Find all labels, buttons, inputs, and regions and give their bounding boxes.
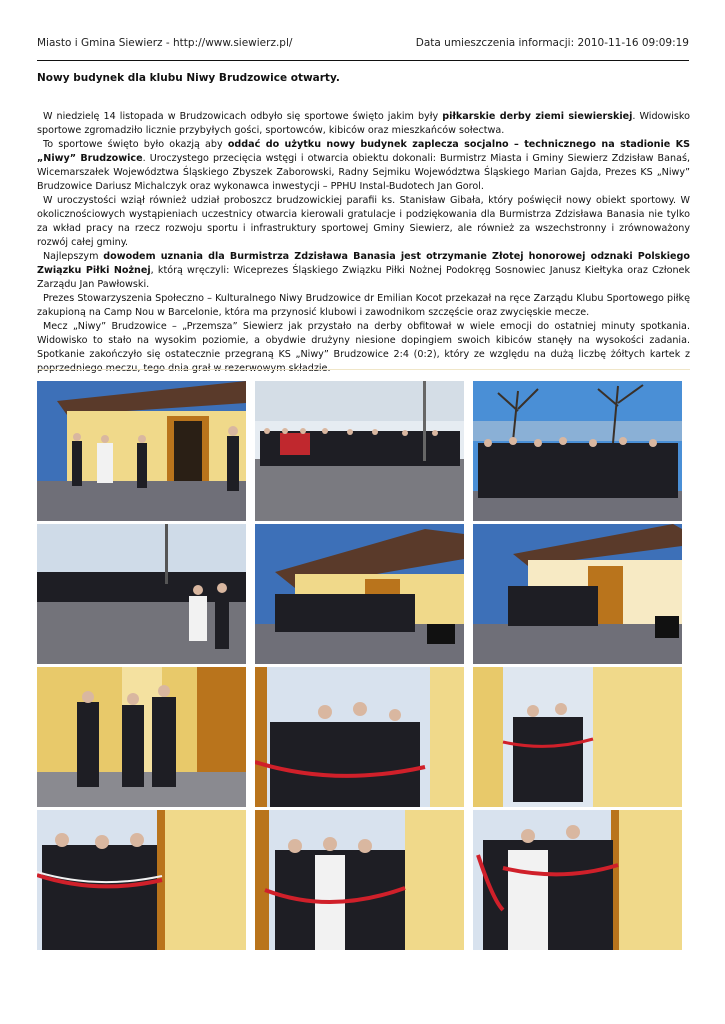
photo-ribbon-priest[interactable] [255, 810, 464, 950]
paragraph-6: Mecz „Niwy” Brudzowice – „Przemsza” Siewierz jak przystało na derby obfitował w wiele emocji do ostatniej minuty spotkania. Widowisko to stało na wysokim poziomie, a obydwie drużyny niesione dopingiem swoich kibiców stanęły na wysokości zadania. Spotkanie zakończyło się ostatecznie przegraną KS „Niwy” Brudzowice 2:4 (0:2), który ze względu na dużą liczbę żółtych kartek z poprzedniego meczu, tego dnia grał w rezerwowym składzie. [37, 321, 690, 374]
photo-building-entrance[interactable] [37, 381, 246, 521]
photo-ribbon-cutting-2[interactable] [473, 667, 682, 807]
paragraph-1: W niedzielę 14 listopada w Brudzowicach odbyło się sportowe święto jakim były piłkarskie derby ziemi siewierskiej. Widowisko sportowe zgromadziło licznie przybyłych gości, sportowców, kibiców oraz mieszkańców sołectwa. [37, 111, 691, 136]
bold-phrase: piłkarskie derby ziemi siewierskiej [442, 111, 633, 122]
publish-date-text: Data umieszczenia informacji: 2010-11-16 09:09:19 [415, 37, 689, 49]
photo-building-ceremony[interactable] [255, 524, 464, 664]
photo-ribbon-priest-2[interactable] [473, 810, 682, 950]
header-divider [37, 60, 689, 61]
photo-crowd-stadium[interactable] [255, 381, 464, 521]
bold-phrase: dowodem uznania dla Burmistrza Zdzisława Banasia jest otrzymanie Złotej honorowej odznaki Polskiego Związku Piłki Nożnej [37, 251, 690, 276]
article-title: Nowy budynek dla klubu Niwy Brudzowice otwarty. [37, 72, 340, 84]
photo-ribbon-cutting-1[interactable] [255, 667, 464, 807]
bold-phrase: oddać do użytku nowy budynek zaplecza socjalno – technicznego na stadionie KS „Niwy” Brudzowice [37, 139, 690, 164]
paragraph-3: W uroczystości wziął również udział proboszcz brudzowickiej parafii ks. Stanisław Gibała, który poświęcił nowy obiekt sportowy. W okolicznościowych wystąpieniach uczestnicy otwarcia kierowali gratulacje i podziękowania dla Burmistrza Zdzisława Banasia nie tylko za wkład pracy na rzecz rozwoju sportu i infrastruktury sportowej Gminy Siewierz, ale również za wszechstronny i zrównoważony rozwój całej gminy. [37, 195, 690, 248]
page-header [37, 37, 689, 57]
paragraph-2: To sportowe święto było okazją aby oddać do użytku nowy budynek zaplecza socjalno – technicznego na stadionie KS „Niwy” Brudzowice. Uroczystego przecięcia wstęgi i otwarcia obiektu dokonali: Burmistrz Miasta i Gminy Siewierz Zdzisław Banaś, Wicemarszałek Województwa Śląskiego Zbyszek Zaborowski, Radny Sejmiku Województwa Śląskiego Marian Gajda, Prezes KS „Niwy” Brudzowice Dariusz Michalczyk oraz wykonawca inwestycji – PPHU Instal-Budotech Jan Gorol. [37, 139, 690, 192]
photo-building-guests[interactable] [473, 524, 682, 664]
photo-guests-trees[interactable] [473, 381, 682, 521]
photo-ribbon-cutting-3[interactable] [37, 810, 246, 950]
article-body [37, 110, 690, 376]
paragraph-5: Prezes Stowarzyszenia Społeczno – Kulturalnego Niwy Brudzowice dr Emilian Kocot przekazał na ręce Zarządu Klubu Sportowego piłkę zakupioną na Camp Nou w Barcelonie, która ma przynosić klubowi i zawodnikom szczęście oraz zwycięskie mecze. [37, 293, 690, 318]
photo-award-handshake[interactable] [37, 667, 246, 807]
paragraph-4: Najlepszym dowodem uznania dla Burmistrza Zdzisława Banasia jest otrzymanie Złotej honorowej odznaki Polskiego Związku Piłki Nożnej, którą wręczyli: Wiceprezes Śląskiego Związku Piłki Nożnej Podokręg Sosnowiec Janusz Kiełtyka oraz Członek Zarządu Jan Pawłowski. [37, 251, 691, 290]
gallery-divider [37, 369, 690, 370]
site-url-text: Miasto i Gmina Siewierz - http://www.siewierz.pl/ [37, 37, 293, 49]
photo-speaker-crowd[interactable] [37, 524, 246, 664]
